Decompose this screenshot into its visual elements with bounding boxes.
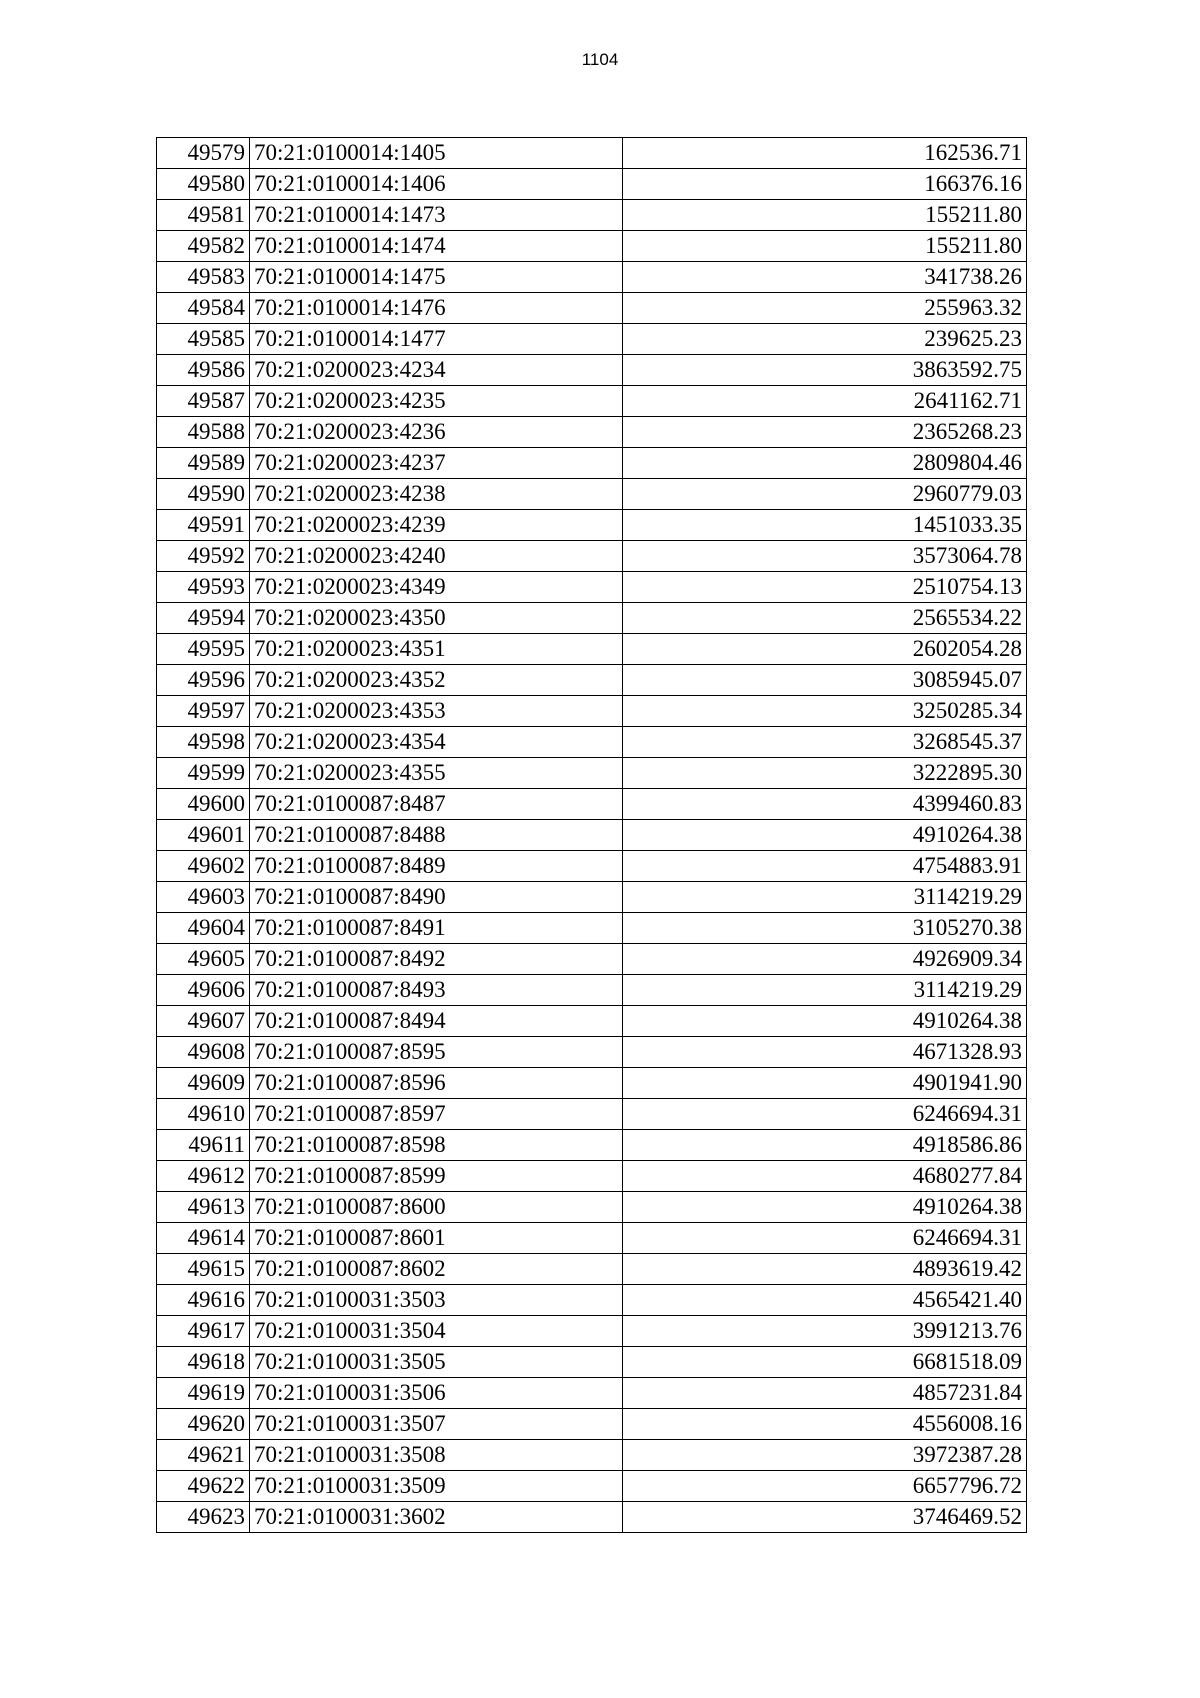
row-number-cell: 49599	[157, 758, 250, 789]
row-number-cell: 49604	[157, 913, 250, 944]
row-number-cell: 49587	[157, 386, 250, 417]
cadastral-number-cell: 70:21:0100087:8599	[250, 1161, 623, 1192]
value-cell: 3991213.76	[623, 1316, 1027, 1347]
value-cell: 3573064.78	[623, 541, 1027, 572]
value-cell: 239625.23	[623, 324, 1027, 355]
cadastral-number-cell: 70:21:0100014:1476	[250, 293, 623, 324]
row-number-cell: 49609	[157, 1068, 250, 1099]
cadastral-number-cell: 70:21:0200023:4235	[250, 386, 623, 417]
cadastral-value-table	[156, 137, 1027, 1533]
table-row	[157, 1130, 1027, 1161]
table-body	[157, 138, 1027, 1533]
table-row	[157, 665, 1027, 696]
table-row	[157, 1068, 1027, 1099]
row-number-cell: 49597	[157, 696, 250, 727]
table-row	[157, 882, 1027, 913]
cadastral-number-cell: 70:21:0100087:8490	[250, 882, 623, 913]
row-number-cell: 49610	[157, 1099, 250, 1130]
row-number-cell: 49588	[157, 417, 250, 448]
value-cell: 3268545.37	[623, 727, 1027, 758]
value-cell: 4671328.93	[623, 1037, 1027, 1068]
row-number-cell: 49600	[157, 789, 250, 820]
table-row	[157, 975, 1027, 1006]
row-number-cell: 49620	[157, 1409, 250, 1440]
table-row	[157, 1440, 1027, 1471]
cadastral-number-cell: 70:21:0100087:8597	[250, 1099, 623, 1130]
table-row	[157, 417, 1027, 448]
table-row	[157, 1161, 1027, 1192]
cadastral-number-cell: 70:21:0100087:8494	[250, 1006, 623, 1037]
value-cell: 3972387.28	[623, 1440, 1027, 1471]
row-number-cell: 49608	[157, 1037, 250, 1068]
value-cell: 4910264.38	[623, 820, 1027, 851]
table-row	[157, 1223, 1027, 1254]
row-number-cell: 49607	[157, 1006, 250, 1037]
cadastral-number-cell: 70:21:0100087:8487	[250, 789, 623, 820]
table-row	[157, 386, 1027, 417]
table-row	[157, 696, 1027, 727]
value-cell: 2510754.13	[623, 572, 1027, 603]
table-row	[157, 913, 1027, 944]
table-row	[157, 851, 1027, 882]
table-row	[157, 1037, 1027, 1068]
value-cell: 162536.71	[623, 138, 1027, 169]
cadastral-number-cell: 70:21:0200023:4354	[250, 727, 623, 758]
table-row	[157, 1254, 1027, 1285]
value-cell: 341738.26	[623, 262, 1027, 293]
table-row	[157, 634, 1027, 665]
table-row	[157, 1409, 1027, 1440]
row-number-cell: 49592	[157, 541, 250, 572]
value-cell: 155211.80	[623, 200, 1027, 231]
row-number-cell: 49618	[157, 1347, 250, 1378]
cadastral-number-cell: 70:21:0100014:1473	[250, 200, 623, 231]
value-cell: 3863592.75	[623, 355, 1027, 386]
table-row	[157, 448, 1027, 479]
value-cell: 4565421.40	[623, 1285, 1027, 1316]
value-cell: 3085945.07	[623, 665, 1027, 696]
value-cell: 4680277.84	[623, 1161, 1027, 1192]
cadastral-number-cell: 70:21:0100014:1475	[250, 262, 623, 293]
cadastral-number-cell: 70:21:0200023:4352	[250, 665, 623, 696]
cadastral-number-cell: 70:21:0200023:4240	[250, 541, 623, 572]
row-number-cell: 49611	[157, 1130, 250, 1161]
value-cell: 2960779.03	[623, 479, 1027, 510]
table-row	[157, 541, 1027, 572]
table-row	[157, 603, 1027, 634]
value-cell: 166376.16	[623, 169, 1027, 200]
row-number-cell: 49615	[157, 1254, 250, 1285]
value-cell: 4857231.84	[623, 1378, 1027, 1409]
cadastral-number-cell: 70:21:0200023:4237	[250, 448, 623, 479]
value-cell: 3250285.34	[623, 696, 1027, 727]
table-row	[157, 1347, 1027, 1378]
cadastral-number-cell: 70:21:0100087:8600	[250, 1192, 623, 1223]
cadastral-number-cell: 70:21:0200023:4239	[250, 510, 623, 541]
table-row	[157, 789, 1027, 820]
cadastral-number-cell: 70:21:0100087:8489	[250, 851, 623, 882]
cadastral-number-cell: 70:21:0100031:3602	[250, 1502, 623, 1533]
cadastral-number-cell: 70:21:0100087:8491	[250, 913, 623, 944]
value-cell: 2565534.22	[623, 603, 1027, 634]
cadastral-number-cell: 70:21:0100087:8595	[250, 1037, 623, 1068]
row-number-cell: 49596	[157, 665, 250, 696]
row-number-cell: 49612	[157, 1161, 250, 1192]
row-number-cell: 49593	[157, 572, 250, 603]
value-cell: 4926909.34	[623, 944, 1027, 975]
row-number-cell: 49619	[157, 1378, 250, 1409]
table-row	[157, 1099, 1027, 1130]
cadastral-number-cell: 70:21:0200023:4238	[250, 479, 623, 510]
table-row	[157, 262, 1027, 293]
table-row	[157, 1471, 1027, 1502]
cadastral-number-cell: 70:21:0100014:1477	[250, 324, 623, 355]
row-number-cell: 49623	[157, 1502, 250, 1533]
table-row	[157, 169, 1027, 200]
row-number-cell: 49590	[157, 479, 250, 510]
cadastral-number-cell: 70:21:0100087:8488	[250, 820, 623, 851]
table-row	[157, 293, 1027, 324]
row-number-cell: 49589	[157, 448, 250, 479]
value-cell: 3105270.38	[623, 913, 1027, 944]
table-row	[157, 727, 1027, 758]
row-number-cell: 49586	[157, 355, 250, 386]
cadastral-number-cell: 70:21:0100014:1474	[250, 231, 623, 262]
cadastral-number-cell: 70:21:0100031:3507	[250, 1409, 623, 1440]
row-number-cell: 49614	[157, 1223, 250, 1254]
row-number-cell: 49613	[157, 1192, 250, 1223]
value-cell: 155211.80	[623, 231, 1027, 262]
value-cell: 6246694.31	[623, 1099, 1027, 1130]
table-row	[157, 572, 1027, 603]
row-number-cell: 49584	[157, 293, 250, 324]
value-cell: 255963.32	[623, 293, 1027, 324]
row-number-cell: 49598	[157, 727, 250, 758]
table-row	[157, 324, 1027, 355]
row-number-cell: 49581	[157, 200, 250, 231]
cadastral-number-cell: 70:21:0100087:8493	[250, 975, 623, 1006]
table-row	[157, 944, 1027, 975]
table-row	[157, 1502, 1027, 1533]
value-cell: 6681518.09	[623, 1347, 1027, 1378]
cadastral-number-cell: 70:21:0200023:4234	[250, 355, 623, 386]
row-number-cell: 49605	[157, 944, 250, 975]
row-number-cell: 49606	[157, 975, 250, 1006]
cadastral-number-cell: 70:21:0100087:8492	[250, 944, 623, 975]
row-number-cell: 49580	[157, 169, 250, 200]
cadastral-number-cell: 70:21:0200023:4351	[250, 634, 623, 665]
value-cell: 3222895.30	[623, 758, 1027, 789]
row-number-cell: 49583	[157, 262, 250, 293]
row-number-cell: 49585	[157, 324, 250, 355]
table-row	[157, 479, 1027, 510]
cadastral-number-cell: 70:21:0200023:4350	[250, 603, 623, 634]
value-cell: 2602054.28	[623, 634, 1027, 665]
cadastral-number-cell: 70:21:0100031:3506	[250, 1378, 623, 1409]
table-row	[157, 1316, 1027, 1347]
cadastral-number-cell: 70:21:0200023:4355	[250, 758, 623, 789]
value-cell: 4910264.38	[623, 1192, 1027, 1223]
value-cell: 4754883.91	[623, 851, 1027, 882]
row-number-cell: 49594	[157, 603, 250, 634]
cadastral-number-cell: 70:21:0100031:3505	[250, 1347, 623, 1378]
cadastral-number-cell: 70:21:0100014:1406	[250, 169, 623, 200]
cadastral-number-cell: 70:21:0100031:3503	[250, 1285, 623, 1316]
cadastral-number-cell: 70:21:0100031:3509	[250, 1471, 623, 1502]
row-number-cell: 49621	[157, 1440, 250, 1471]
table-row	[157, 1192, 1027, 1223]
row-number-cell: 49616	[157, 1285, 250, 1316]
value-cell: 4893619.42	[623, 1254, 1027, 1285]
cadastral-number-cell: 70:21:0200023:4236	[250, 417, 623, 448]
table-row	[157, 138, 1027, 169]
row-number-cell: 49579	[157, 138, 250, 169]
table-row	[157, 510, 1027, 541]
value-cell: 6657796.72	[623, 1471, 1027, 1502]
value-cell: 4901941.90	[623, 1068, 1027, 1099]
value-cell: 2365268.23	[623, 417, 1027, 448]
row-number-cell: 49595	[157, 634, 250, 665]
value-cell: 4556008.16	[623, 1409, 1027, 1440]
cadastral-number-cell: 70:21:0100087:8602	[250, 1254, 623, 1285]
table-row	[157, 1378, 1027, 1409]
row-number-cell: 49622	[157, 1471, 250, 1502]
page-number: 1104	[581, 50, 619, 69]
cadastral-number-cell: 70:21:0100031:3508	[250, 1440, 623, 1471]
value-cell: 3746469.52	[623, 1502, 1027, 1533]
table-row	[157, 820, 1027, 851]
table-row	[157, 1285, 1027, 1316]
value-cell: 2809804.46	[623, 448, 1027, 479]
cadastral-number-cell: 70:21:0100031:3504	[250, 1316, 623, 1347]
cadastral-number-cell: 70:21:0100087:8596	[250, 1068, 623, 1099]
row-number-cell: 49591	[157, 510, 250, 541]
value-cell: 3114219.29	[623, 882, 1027, 913]
value-cell: 1451033.35	[623, 510, 1027, 541]
value-cell: 3114219.29	[623, 975, 1027, 1006]
table-row	[157, 231, 1027, 262]
cadastral-number-cell: 70:21:0100087:8601	[250, 1223, 623, 1254]
cadastral-number-cell: 70:21:0100014:1405	[250, 138, 623, 169]
value-cell: 2641162.71	[623, 386, 1027, 417]
cadastral-number-cell: 70:21:0200023:4349	[250, 572, 623, 603]
row-number-cell: 49617	[157, 1316, 250, 1347]
row-number-cell: 49601	[157, 820, 250, 851]
cadastral-number-cell: 70:21:0200023:4353	[250, 696, 623, 727]
value-cell: 4918586.86	[623, 1130, 1027, 1161]
table-row	[157, 1006, 1027, 1037]
value-cell: 4910264.38	[623, 1006, 1027, 1037]
table-row	[157, 758, 1027, 789]
row-number-cell: 49582	[157, 231, 250, 262]
value-cell: 6246694.31	[623, 1223, 1027, 1254]
cadastral-number-cell: 70:21:0100087:8598	[250, 1130, 623, 1161]
value-cell: 4399460.83	[623, 789, 1027, 820]
table-row	[157, 200, 1027, 231]
row-number-cell: 49602	[157, 851, 250, 882]
row-number-cell: 49603	[157, 882, 250, 913]
table-row	[157, 355, 1027, 386]
